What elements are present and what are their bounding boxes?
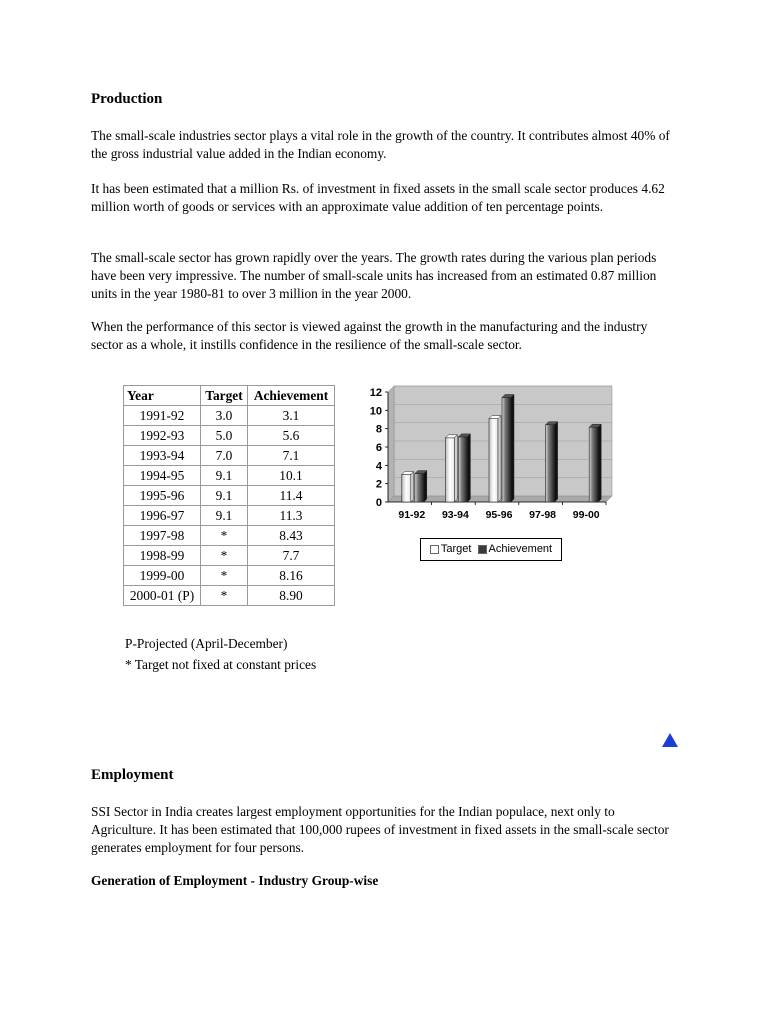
year-cell: 1994-95 [124,466,201,486]
y-tick-label: 10 [369,405,382,418]
year-cell: 1992-93 [124,426,201,446]
y-tick-label: 4 [375,460,382,473]
achievement-cell: 7.7 [248,546,335,566]
target-cell: 5.0 [201,426,248,446]
target-cell: * [201,566,248,586]
target-cell: 3.0 [201,406,248,426]
production-paragraph-2: It has been estimated that a million Rs. of investment in fixed assets in the small scale sector produces 4.62 million worth of goods or services with an approximate value addition of ten percentage points. [91,181,665,214]
achievement-bar-side [424,471,427,502]
target-bar-side [498,416,501,502]
target-bar-side [454,435,457,502]
achievement-bar-side [467,434,470,502]
table-row [124,526,335,546]
target-cell: * [201,546,248,566]
production-paragraph-1: The small-scale industries sector plays a vital role in the growth of the country. It contributes almost 40% of the gross industrial value added in the Indian economy. [91,128,670,161]
year-cell: 2000-01 (P) [124,586,201,606]
x-tick-label: 99-00 [572,509,600,521]
target-bar [445,438,454,502]
achievement-bar-side [511,395,514,503]
target-cell: * [201,526,248,546]
header-target: Target [201,386,248,406]
chart-legend [420,538,562,561]
table-row [124,446,335,466]
year-cell: 1991-92 [124,406,201,426]
header-achievement: Achievement [248,386,335,406]
achievement-bar [589,427,598,502]
target-cell: * [201,586,248,606]
target-cell: 9.1 [201,486,248,506]
target-bar [489,419,498,502]
growth-table [123,385,335,606]
up-arrow-icon[interactable] [662,733,678,747]
achievement-bar [546,425,555,502]
target-swatch-icon [430,545,439,554]
y-tick-label: 2 [375,478,382,491]
achievement-cell: 8.43 [248,526,335,546]
year-cell: 1999-00 [124,566,201,586]
x-tick-label: 95-96 [485,509,513,521]
achievement-cell: 11.3 [248,506,335,526]
table-row [124,466,335,486]
achievement-cell: 5.6 [248,426,335,446]
production-heading: Production [91,91,163,107]
employment-heading: Employment [91,767,174,783]
year-cell: 1995-96 [124,486,201,506]
y-tick-label: 6 [375,442,382,454]
employment-subheading: Generation of Employment - Industry Group-wise [91,873,379,888]
achievement-cell: 7.1 [248,446,335,466]
achievement-bar-side [555,422,558,502]
target-note: * Target not fixed at constant prices [125,657,317,672]
table-row [124,586,335,606]
y-tick-label: 12 [369,387,382,399]
year-cell: 1998-99 [124,546,201,566]
table-row [124,506,335,526]
x-tick-label: 91-92 [398,509,426,521]
y-tick-label: 0 [375,497,382,509]
achievement-cell: 8.16 [248,566,335,586]
table-row [124,546,335,566]
achievement-bar [502,398,511,503]
year-cell: 1993-94 [124,446,201,466]
y-tick-label: 8 [375,423,382,436]
achievement-cell: 11.4 [248,486,335,506]
achievement-bar-side [598,424,601,502]
achievement-bar [458,437,467,502]
header-year: Year [124,386,201,406]
target-cell: 9.1 [201,506,248,526]
achievement-cell: 8.90 [248,586,335,606]
achievement-cell: 10.1 [248,466,335,486]
employment-paragraph: SSI Sector in India creates largest employment opportunities for the Indian populace, next only to Agriculture. It has been estimated that 100,000 rupees of investment in fixed assets in the small-scale sector generates employment for four persons. [91,804,669,855]
achievement-bar [415,474,424,502]
target-bar-side [411,472,414,503]
legend-target: Target [440,543,472,555]
table-row [124,426,335,446]
achievement-cell: 3.1 [248,406,335,426]
target-cell: 7.0 [201,446,248,466]
projected-note: P-Projected (April-December) [125,636,288,651]
chart-side-wall [388,386,394,502]
year-cell: 1996-97 [124,506,201,526]
production-paragraph-3: The small-scale sector has grown rapidly over the years. The growth rates during the various plan periods have been very impressive. The number of small-scale units has increased from an estimated 0.87 million units in the year 1980-81 to over 3 million in the year 2000. [91,250,657,301]
table-row [124,486,335,506]
table-header-row [124,386,335,406]
target-bar [402,475,411,503]
table-row [124,566,335,586]
x-tick-label: 93-94 [441,509,469,521]
achievement-swatch-icon [478,545,487,554]
target-cell: 9.1 [201,466,248,486]
table-row [124,406,335,426]
x-tick-label: 97-98 [529,509,557,521]
year-cell: 1997-98 [124,526,201,546]
growth-chart [360,380,620,530]
table-body [124,406,335,606]
production-paragraph-4: When the performance of this sector is viewed against the growth in the manufacturing and the industry sector as a whole, it instills confidence in the resilience of the small-scale sector. [91,319,648,352]
legend-achievement: Achievement [488,543,553,555]
